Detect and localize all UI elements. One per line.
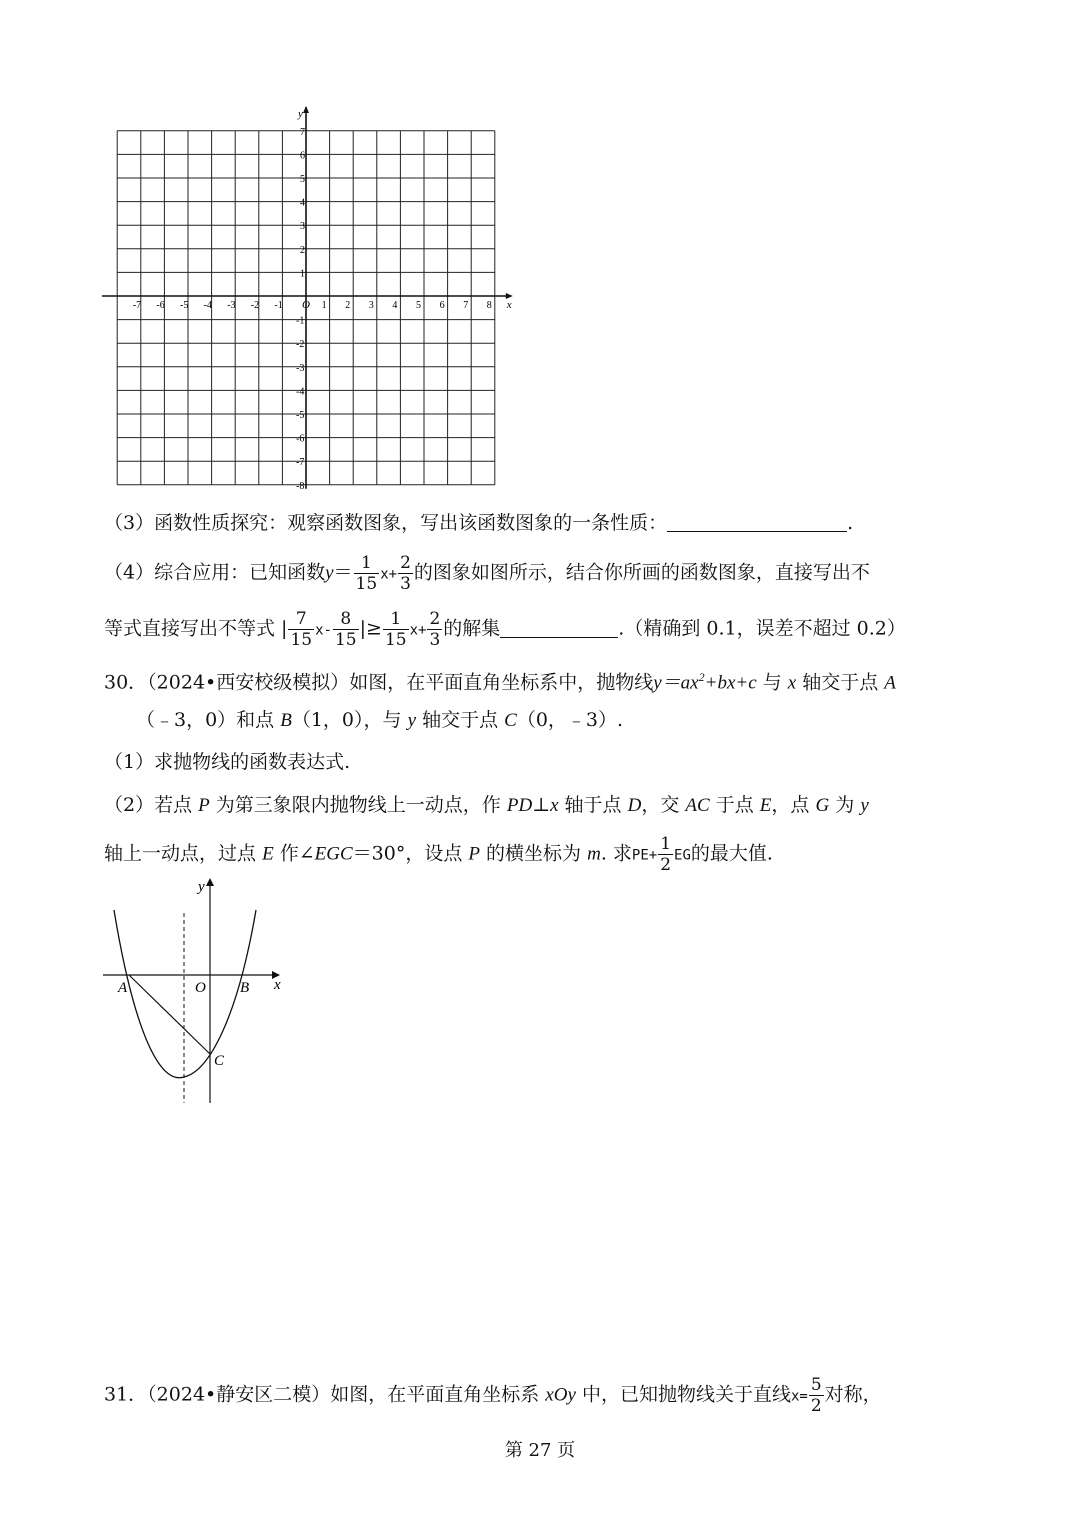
x-tick-label: -2 (250, 300, 260, 311)
y-tick-label: -1 (296, 315, 305, 327)
y-tick-label: -4 (296, 386, 305, 398)
x-tick-label: 7 (463, 300, 469, 311)
y-tick-label: 4 (300, 197, 305, 209)
x-tick-label: -5 (180, 300, 189, 311)
coordinate-grid (100, 105, 530, 497)
x-tick-label: 1 (321, 300, 327, 311)
q29-part3: （3）函数性质探究：观察函数图象，写出该函数图象的一条性质： . (104, 512, 854, 534)
fraction: $\frac{1}{2}$ (660, 834, 672, 875)
x-tick-label: 8 (486, 300, 492, 311)
x-tick-label: 3 (368, 300, 374, 311)
q30-line2: （﹣3，0）和点 B（1，0），与 y 轴交于点 C（0，﹣3）. (136, 709, 624, 731)
q30-part2-line2: 轴上一动点，过点 E 作∠EGC＝30°，设点 P 的横坐标为 m. 求PE+ $\frac{1}{2}$ EG的最大值. (104, 834, 773, 875)
x-tick-label: 2 (345, 300, 351, 311)
x-tick-label: -4 (203, 300, 212, 311)
fraction: $\frac{2}{3}$ (429, 609, 441, 650)
answer-blank-property[interactable] (667, 511, 847, 532)
parabola-figure (98, 875, 298, 1110)
y-axis-arrow (206, 878, 214, 886)
q30-part1: （1）求抛物线的函数表达式. (104, 751, 351, 773)
y-axis-arrow (303, 106, 309, 113)
y-tick-label: 6 (300, 150, 305, 162)
y-tick-label: -2 (296, 339, 305, 351)
q29-part4-line1: （4）综合应用：已知函数y＝ $\frac{1}{15}$ x+ $\frac{2}{3}$ 的图象如图所示，结合你所画的函数图象，直接写出不 (104, 553, 870, 594)
q29-part4-line2: 等式直接写出不等式 | $\frac{7}{15}$ x- $\frac{8}{15}$ |≥ $\frac{1}{15}$ x+ $\frac{2}{3}$ 的解集 .（精确到 0.1，误差不超过 0.2） (104, 609, 906, 650)
fraction: $\frac{7}{15}$ (290, 609, 313, 650)
x-tick-label: -6 (156, 300, 165, 311)
x-tick-label: -1 (274, 300, 283, 311)
q30-part2-line1: （2）若点 P 为第三象限内抛物线上一动点，作 PD⊥x 轴于点 D，交 AC 于点 E，点 G 为 y (104, 794, 869, 816)
parabola-curve (114, 910, 256, 1078)
fig-label-b: B (240, 980, 250, 996)
fig-label-x: x (274, 977, 281, 993)
fig-label-a: A (118, 980, 128, 996)
y-tick-label: 1 (300, 268, 305, 280)
q29-part3-text: （3）函数性质探究：观察函数图象，写出该函数图象的一条性质： (104, 512, 668, 534)
fig-label-c: C (214, 1053, 225, 1069)
y-axis-label: y (298, 108, 303, 120)
x-tick-label: -7 (132, 300, 142, 311)
fraction: $\frac{5}{2}$ (810, 1375, 822, 1416)
fraction: $\frac{1}{15}$ (355, 553, 378, 594)
y-tick-label: -8 (296, 480, 305, 492)
y-tick-label: -5 (296, 410, 305, 421)
y-tick-label: -7 (296, 457, 305, 469)
fig-label-o: O (195, 980, 206, 996)
q30-heading: 30．（2024•西安校级模拟）如图，在平面直角坐标系中，抛物线$y=ax^2+bx+c$ 与 x 轴交于点 A (104, 670, 896, 694)
x-tick-label: 5 (416, 300, 421, 311)
x-tick-label: 6 (439, 300, 445, 311)
fig-label-y: y (198, 879, 205, 895)
x-tick-label: -3 (227, 300, 236, 311)
fraction: $\frac{2}{3}$ (400, 553, 411, 594)
y-tick-label: 2 (300, 244, 305, 256)
y-tick-label: -6 (296, 433, 305, 445)
page-number: 第 27 页 (504, 1440, 576, 1461)
x-axis-label: x (506, 299, 512, 311)
fraction: $\frac{1}{15}$ (384, 609, 407, 650)
answer-blank-solution-set[interactable] (500, 617, 618, 638)
y-tick-label: 7 (300, 126, 305, 138)
y-tick-label: 3 (300, 221, 305, 233)
y-tick-label: -3 (296, 362, 305, 374)
q31-heading: 31．（2024•静安区二模）如图，在平面直角坐标系 xOy 中，已知抛物线关于直线x= $\frac{5}{2}$ 对称， (104, 1375, 882, 1416)
y-tick-label: 5 (300, 174, 305, 185)
fraction: $\frac{8}{15}$ (334, 609, 357, 650)
origin-label: O (302, 299, 310, 311)
x-tick-label: 4 (392, 300, 398, 311)
